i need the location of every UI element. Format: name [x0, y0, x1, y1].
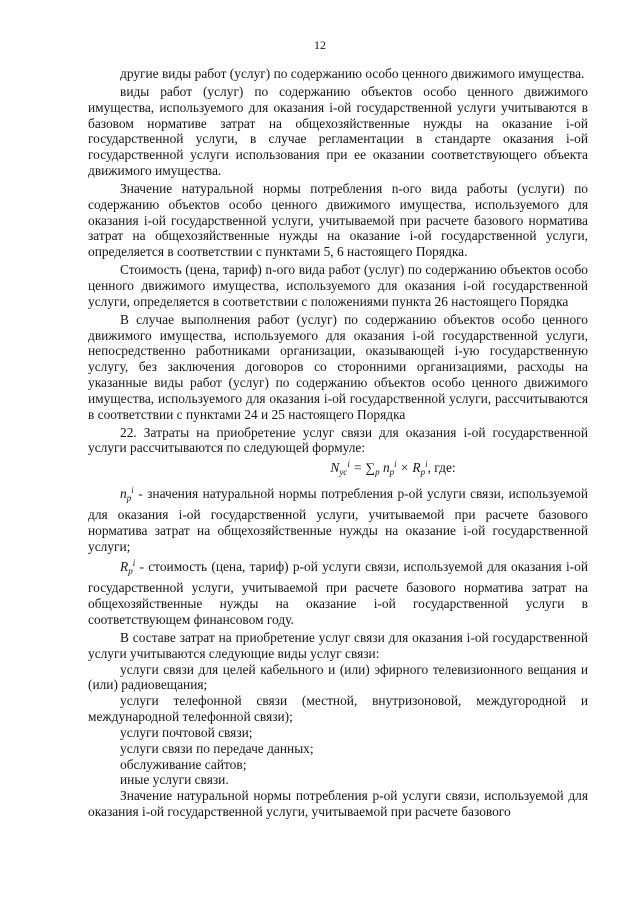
formula-communication-costs	[88, 457, 588, 481]
list-item: иные услуги связи.	[120, 772, 229, 788]
paragraph-4: Стоимость (цена, тариф) n-ого вида работ (услуг) по содержанию объектов особо ценного движимого имущества, используемого для оказания i-ой государственной услуги, определяется в соответствии с положениями пункта 26 настоящего Порядка	[88, 262, 588, 309]
list-item: обслуживание сайтов;	[120, 756, 247, 772]
paragraph-9: В составе затрат на приобретение услуг связи для оказания i-ой государственной услуги учитываются следующие виды услуг связи:	[88, 629, 588, 661]
symbol-r: $R_p^i$	[120, 558, 136, 577]
definition-n	[88, 483, 588, 554]
list-item: услуги связи для целей кабельного и (или) эфирного телевизионного вещания и (или) радиовещания;	[88, 661, 588, 693]
page-number: 12	[314, 38, 326, 52]
paragraph-3: Значение натуральной нормы потребления n-ого вида работы (услуги) по содержанию объектов особо ценного движимого имущества, используемого для оказания i-ой государственной услуги, учитываемой при расчете базового норматива затрат на общехозяйственные нужды на оказание i-ой государственной услуги, определяется в соответствии с пунктами 5, 6 настоящего Порядка.	[88, 180, 588, 260]
paragraph-1: другие виды работ (услуг) по содержанию особо ценного движимого имущества.	[120, 66, 585, 81]
definition-r-text: - стоимость (цена, тариф) p-ой услуги связи, используемой для оказания i-ой государственной услуги, учитываемой при расчете базового норматива затрат на общехозяйственные нужды на оказание i-ой государственной услуги в соответствующем финансовом году.	[88, 559, 588, 627]
formula-expression: $N_{yc}^i = \sum_p$ $n_p^i \times R_p^i$	[330, 459, 428, 478]
formula-suffix: , где:	[427, 460, 456, 476]
list-item: услуги почтовой связи;	[120, 724, 253, 740]
list-item: услуги связи по передаче данных;	[120, 740, 314, 756]
paragraph-5: В случае выполнения работ (услуг) по содержанию объектов особо ценного движимого имущества, используемого для оказания i-ой государственной услуги, непосредственно работниками организации, оказывающей i-ую государственную услугу, без заключения договоров со сторонними организациями, расходы на указанные виды работ (услуг) по содержанию объектов особо ценного движимого имущества, используемого для оказания i-ой государственной услуги, рассчитываются в соответствии с пунктами 24 и 25 настоящего Порядка	[88, 311, 588, 422]
paragraph-10: Значение натуральной нормы потребления p-ой услуги связи, используемой для оказания i-ой государственной услуги, учитываемой при расчете базового	[88, 788, 588, 820]
definition-n-text: - значения натуральной нормы потребления p-ой услуги связи, используемой для оказания i-ой государственной услуги, учитываемой при расчете базового норматива затрат на общехозяйственные нужды на оказание i-ой государственной услуги;	[88, 486, 588, 554]
paragraph-2: виды работ (услуг) по содержанию объектов особо ценного движимого имущества, используемого для оказания i-ой государственной услуги учитываются в базовом нормативе затрат на общехозяйственные нужды на оказание i-ой государственной услуги, в случае регламентации в стандарте оказания i-ой государственной услуги использования при ее оказании соответствующего объекта движимого имущества.	[88, 83, 588, 179]
list-item: услуги телефонной связи (местной, внутризоновой, междугородной и международной телефонной связи);	[88, 693, 588, 725]
definition-r	[88, 556, 588, 627]
paragraph-6: 22. Затраты на приобретение услуг связи для оказания i-ой государственной услуги рассчитываются по следующей формуле:	[88, 424, 588, 456]
document-body	[88, 66, 588, 820]
symbol-n: $n_p^i$	[120, 485, 134, 504]
